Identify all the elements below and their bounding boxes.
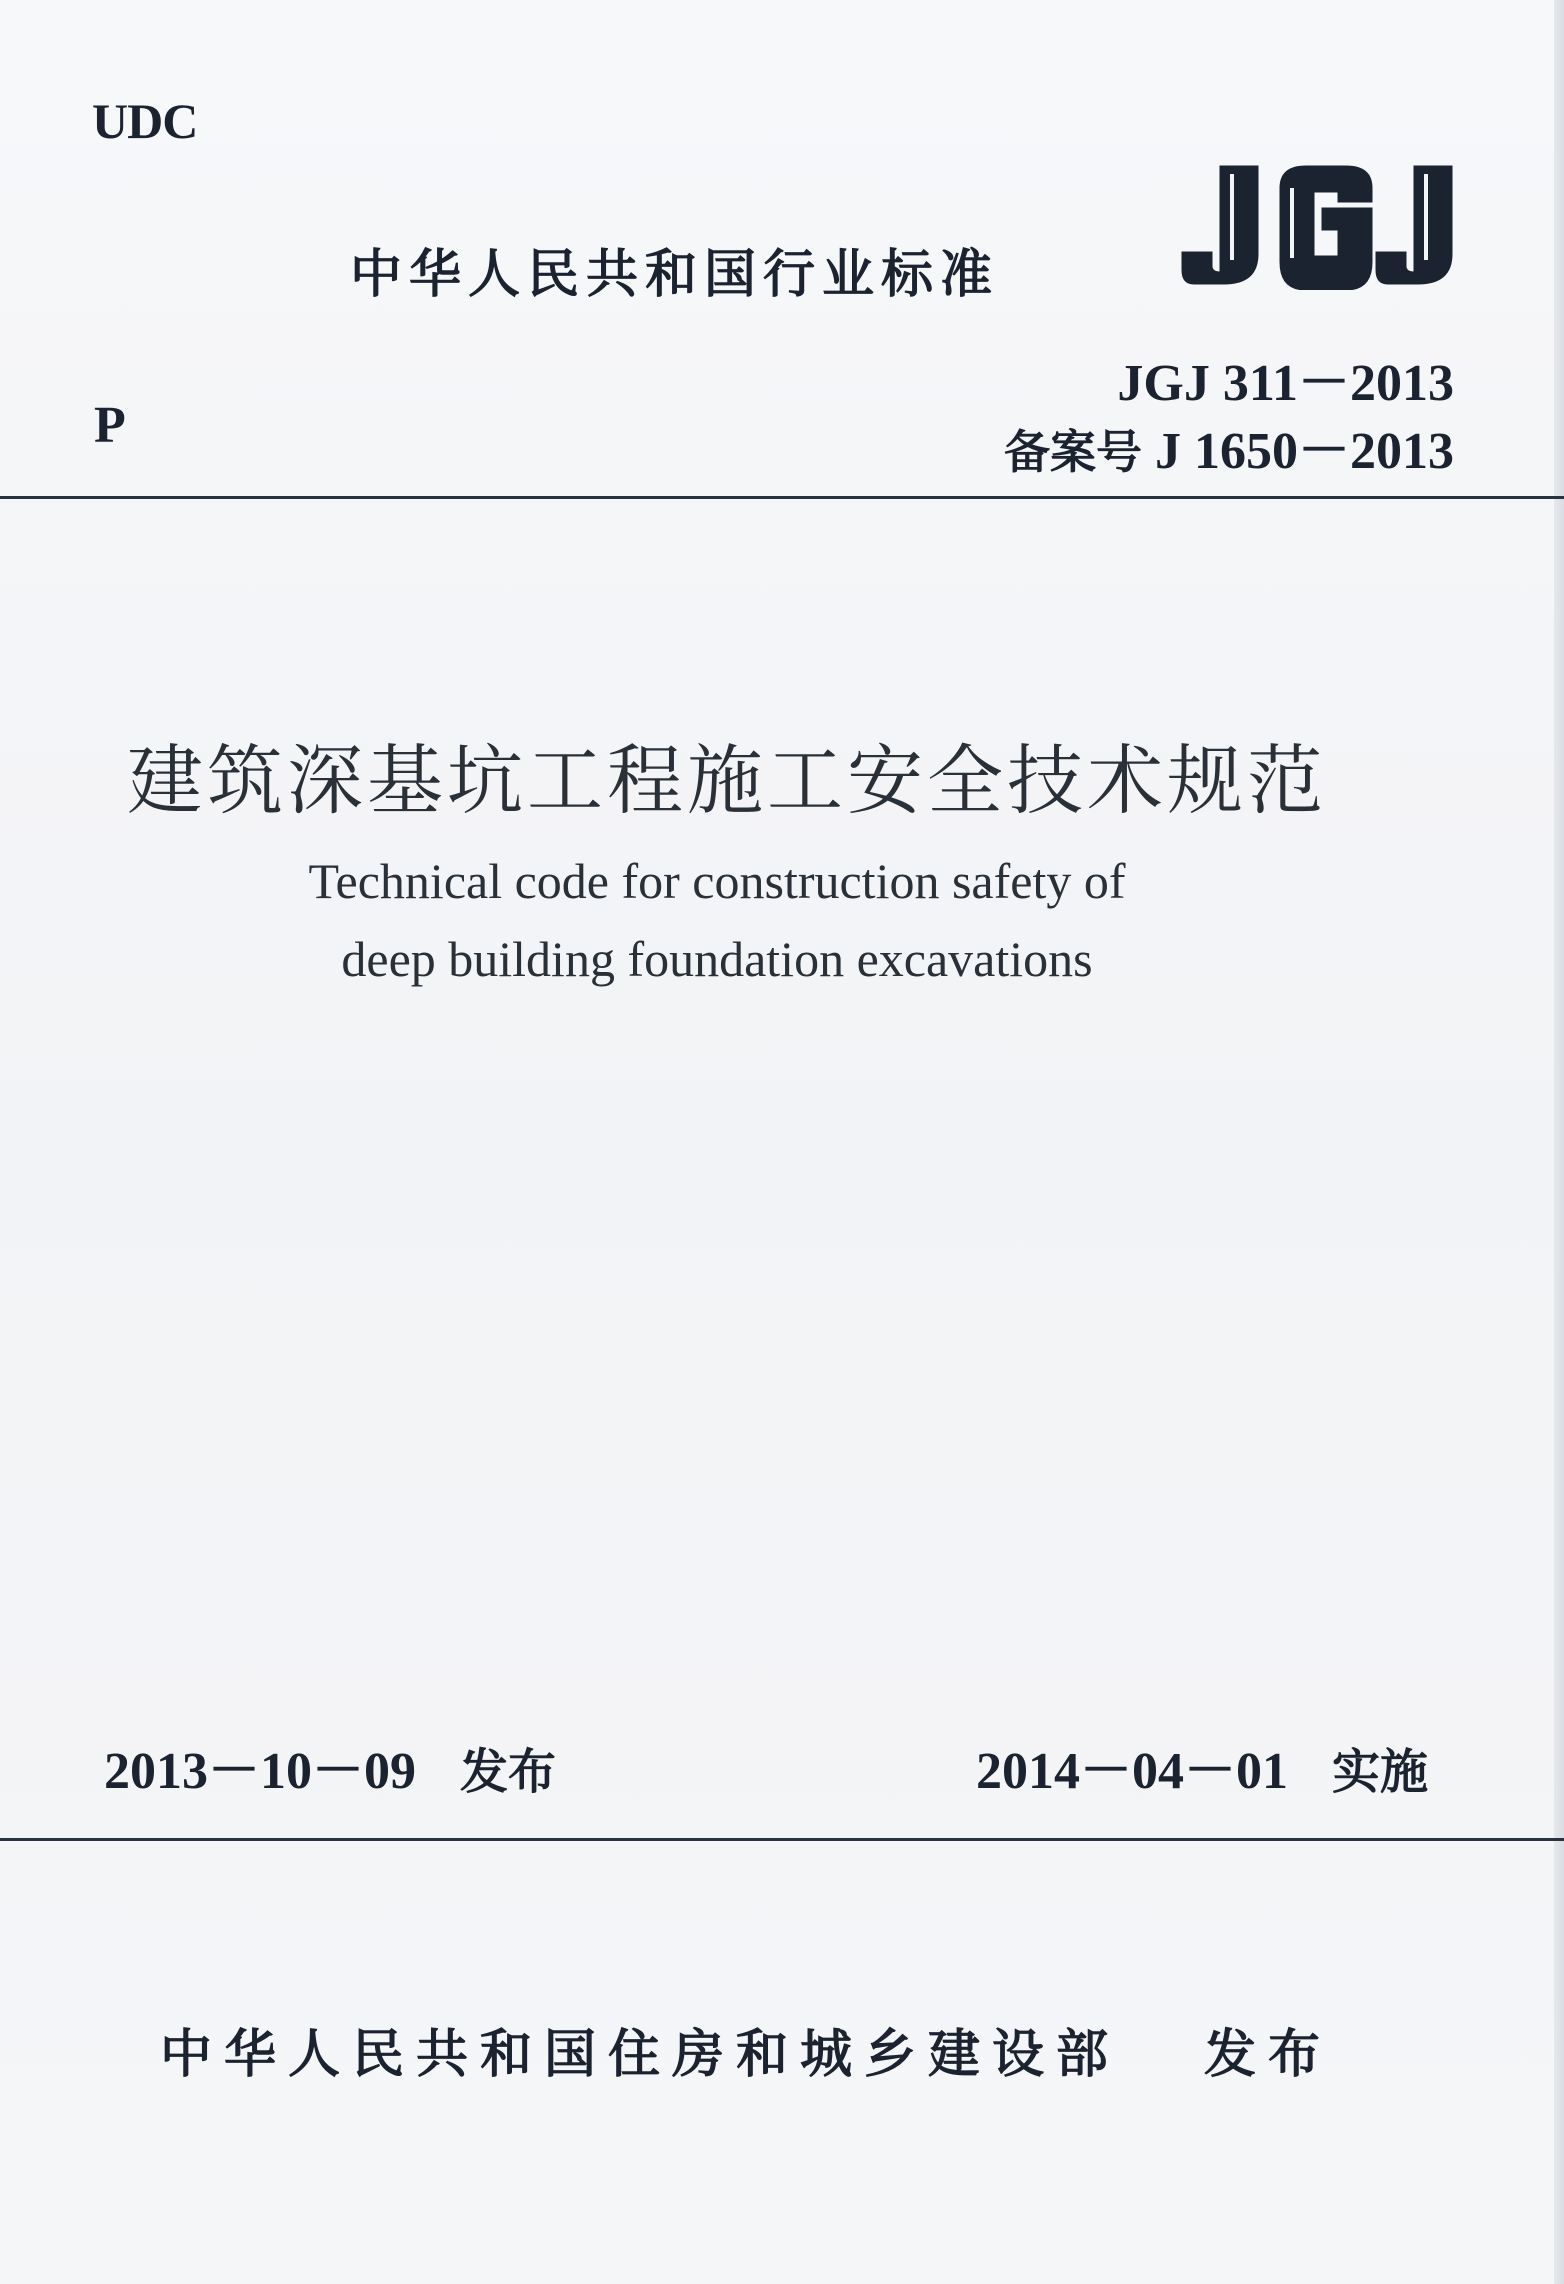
filing-label: 备案号 xyxy=(1003,425,1142,479)
document-title-chinese: 建筑深基坑工程施工安全技术规范 xyxy=(127,736,1327,825)
effective-label: 实施 xyxy=(1332,1744,1429,1800)
issue-date: 2013－10－09 xyxy=(104,1743,417,1800)
publisher-name: 中华人民共和国住房和城乡建设部 xyxy=(160,2025,1121,2085)
publish-label: 发布 xyxy=(1204,2025,1333,2085)
effective-date: 2014－04－01 xyxy=(976,1743,1289,1800)
standard-code: JGJ 311－2013 xyxy=(1117,355,1454,412)
jgj-logo xyxy=(1180,158,1458,290)
top-divider xyxy=(0,496,1564,499)
page-edge xyxy=(1554,0,1564,2284)
document-title-english-line1: Technical code for construction safety of xyxy=(308,853,1126,909)
document-title-english-line2: deep building foundation excavations xyxy=(341,931,1093,987)
classification-letter: P xyxy=(94,397,126,454)
filing-number: J 1650－2013 xyxy=(1154,423,1454,480)
filing-record xyxy=(1004,408,1454,483)
publisher-block xyxy=(160,2012,1332,2087)
organization-title: 中华人民共和国行业标准 xyxy=(350,245,1000,305)
issue-label: 发布 xyxy=(460,1744,557,1800)
bottom-divider xyxy=(0,1838,1564,1841)
udc-label: UDC xyxy=(92,93,198,149)
issue-date-block xyxy=(104,1728,556,1803)
effective-date-block xyxy=(976,1728,1428,1803)
